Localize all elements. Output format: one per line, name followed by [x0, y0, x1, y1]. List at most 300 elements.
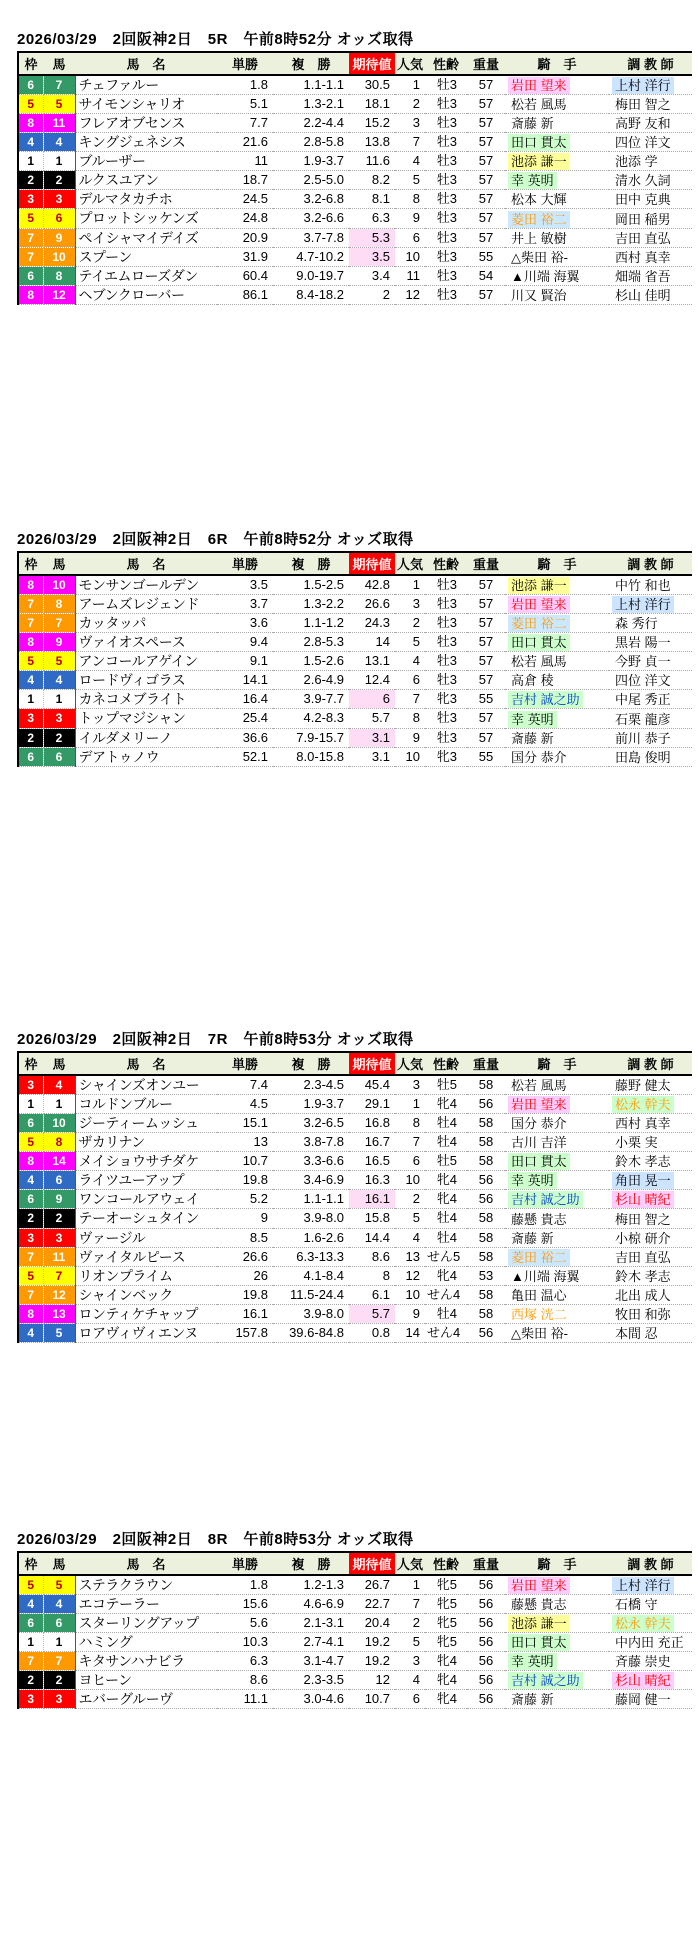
trainer-cell [609, 633, 692, 652]
trainer-cell [609, 1614, 692, 1633]
expected-value: 13.1 [349, 652, 395, 671]
table-row [18, 1614, 692, 1633]
win-odds: 10.7 [217, 1152, 273, 1171]
expected-value: 3.1 [349, 728, 395, 747]
popularity-rank: 4 [395, 1228, 425, 1247]
odds-table [17, 51, 692, 305]
jockey-name: 池添 謙一 [508, 577, 570, 594]
column-header-uma: 馬 [43, 552, 75, 575]
place-odds: 2.8-5.3 [273, 633, 349, 652]
win-odds: 1.8 [217, 1575, 273, 1595]
table-row [18, 633, 692, 652]
place-odds: 9.0-19.7 [273, 266, 349, 285]
horse-name: ペイシャマイデイズ [75, 228, 217, 247]
horse-number-cell: 7 [43, 75, 75, 95]
place-odds: 1.1-1.1 [273, 75, 349, 95]
frame-number-cell: 2 [18, 1671, 43, 1690]
win-odds: 21.6 [217, 133, 273, 152]
popularity-rank: 3 [395, 1652, 425, 1671]
trainer-name: 石橋 守 [615, 1597, 658, 1613]
jockey-name: ▲川端 海翼 [511, 268, 580, 284]
horse-name: イルダメリーノ [75, 728, 217, 747]
popularity-rank: 5 [395, 1209, 425, 1228]
table-row [18, 1323, 692, 1342]
place-odds: 1.5-2.5 [273, 575, 349, 595]
table-row [18, 1228, 692, 1247]
trainer-name: 松永 幹夫 [612, 1615, 674, 1632]
column-header-wt: 重量 [467, 52, 505, 75]
expected-value: 15.8 [349, 1209, 395, 1228]
horse-name: ヴァージル [75, 1228, 217, 1247]
expected-value: 18.1 [349, 95, 395, 114]
horse-number-cell: 11 [43, 1247, 75, 1266]
carried-weight: 56 [467, 1690, 505, 1709]
expected-value: 20.4 [349, 1614, 395, 1633]
jockey-cell [505, 75, 609, 95]
horse-number-cell: 3 [43, 1228, 75, 1247]
sex-age: 牡4 [425, 1114, 467, 1133]
trainer-name: 上村 洋行 [612, 1577, 674, 1594]
horse-number-cell: 2 [43, 1209, 75, 1228]
odds-table [17, 1051, 692, 1343]
place-odds: 3.4-6.9 [273, 1171, 349, 1190]
jockey-cell [505, 1152, 609, 1171]
trainer-name: 牧田 和弥 [615, 1306, 671, 1322]
place-odds: 3.1-4.7 [273, 1652, 349, 1671]
jockey-cell [505, 1114, 609, 1133]
horse-number-cell: 10 [43, 247, 75, 266]
horse-name: スプーン [75, 247, 217, 266]
trainer-name: 四位 洋文 [615, 135, 671, 151]
win-odds: 1.8 [217, 75, 273, 95]
column-header-place: 複 勝 [273, 1052, 349, 1075]
trainer-name: 藤岡 健一 [615, 1692, 671, 1708]
table-row [18, 95, 692, 114]
expected-value: 26.6 [349, 595, 395, 614]
sex-age: 牡3 [425, 95, 467, 114]
trainer-cell [609, 133, 692, 152]
table-row [18, 209, 692, 228]
trainer-name: 前川 恭子 [615, 730, 671, 746]
sex-age: 牡3 [425, 671, 467, 690]
sex-age: 牝5 [425, 1595, 467, 1614]
expected-value: 3.5 [349, 247, 395, 266]
sex-age: 牡3 [425, 575, 467, 595]
header-row [18, 52, 692, 75]
sex-age: 牡3 [425, 285, 467, 304]
frame-number-cell: 1 [18, 152, 43, 171]
column-header-ev: 期待値 [349, 1052, 395, 1075]
carried-weight: 57 [467, 652, 505, 671]
win-odds: 5.6 [217, 1614, 273, 1633]
popularity-rank: 7 [395, 1595, 425, 1614]
expected-value: 24.3 [349, 614, 395, 633]
column-header-ev: 期待値 [349, 552, 395, 575]
win-odds: 25.4 [217, 709, 273, 728]
race-odds-table-5r [17, 28, 693, 305]
trainer-name: 田島 俊明 [615, 749, 671, 765]
table-row [18, 266, 692, 285]
trainer-name: 上村 洋行 [612, 77, 674, 94]
popularity-rank: 5 [395, 633, 425, 652]
place-odds: 1.2-1.3 [273, 1575, 349, 1595]
popularity-rank: 1 [395, 1095, 425, 1114]
jockey-name: 岩田 望来 [508, 596, 570, 613]
horse-number-cell: 5 [43, 1323, 75, 1342]
jockey-cell [505, 1171, 609, 1190]
column-header-wt: 重量 [467, 552, 505, 575]
carried-weight: 56 [467, 1190, 505, 1209]
trainer-name: 黒岩 陽一 [615, 635, 671, 651]
place-odds: 8.0-15.8 [273, 747, 349, 766]
place-odds: 3.2-6.5 [273, 1114, 349, 1133]
popularity-rank: 12 [395, 1266, 425, 1285]
horse-name: シャインズオンユー [75, 1075, 217, 1095]
trainer-name: 清水 久詞 [615, 173, 671, 189]
trainer-name: 吉田 直弘 [615, 1249, 671, 1265]
horse-number-cell: 4 [43, 133, 75, 152]
jockey-cell [505, 1209, 609, 1228]
horse-number-cell: 12 [43, 1285, 75, 1304]
column-header-sex: 性齢 [425, 552, 467, 575]
column-header-waku: 枠 [18, 52, 43, 75]
frame-number-cell: 7 [18, 595, 43, 614]
jockey-name: ▲川端 海翼 [511, 1268, 580, 1284]
frame-number-cell: 8 [18, 633, 43, 652]
carried-weight: 57 [467, 133, 505, 152]
jockey-cell [505, 114, 609, 133]
jockey-cell [505, 595, 609, 614]
horse-number-cell: 1 [43, 152, 75, 171]
carried-weight: 57 [467, 95, 505, 114]
sex-age: 牝4 [425, 1690, 467, 1709]
popularity-rank: 6 [395, 228, 425, 247]
column-header-name: 馬 名 [75, 1052, 217, 1075]
horse-number-cell: 5 [43, 1575, 75, 1595]
horse-name: リオンプライム [75, 1266, 217, 1285]
expected-value: 13.8 [349, 133, 395, 152]
table-row [18, 1133, 692, 1152]
trainer-cell [609, 1114, 692, 1133]
horse-name: ヴァイタルピース [75, 1247, 217, 1266]
column-header-win: 単勝 [217, 552, 273, 575]
horse-number-cell: 6 [43, 209, 75, 228]
horse-name: エバーグルーヴ [75, 1690, 217, 1709]
trainer-name: 杉山 佳明 [615, 287, 671, 303]
trainer-cell [609, 614, 692, 633]
carried-weight: 57 [467, 595, 505, 614]
sex-age: 牡3 [425, 266, 467, 285]
trainer-name: 岡田 稲男 [615, 211, 671, 227]
horse-name: アームズレジェンド [75, 595, 217, 614]
sex-age: 牝4 [425, 1266, 467, 1285]
carried-weight: 58 [467, 1209, 505, 1228]
horse-name: プロットシッケンズ [75, 209, 217, 228]
popularity-rank: 6 [395, 1690, 425, 1709]
jockey-cell [505, 652, 609, 671]
sex-age: 牡3 [425, 652, 467, 671]
sex-age: 牡3 [425, 709, 467, 728]
trainer-cell [609, 747, 692, 766]
column-header-wt: 重量 [467, 1552, 505, 1575]
jockey-cell [505, 190, 609, 209]
trainer-cell [609, 1323, 692, 1342]
place-odds: 1.9-3.7 [273, 1095, 349, 1114]
popularity-rank: 4 [395, 652, 425, 671]
trainer-cell [609, 1095, 692, 1114]
jockey-cell [505, 1304, 609, 1323]
jockey-cell [505, 228, 609, 247]
horse-name: ヨヒーン [75, 1671, 217, 1690]
win-odds: 16.1 [217, 1304, 273, 1323]
expected-value: 42.8 [349, 575, 395, 595]
frame-number-cell: 2 [18, 728, 43, 747]
expected-value: 30.5 [349, 75, 395, 95]
place-odds: 2.7-4.1 [273, 1633, 349, 1652]
place-odds: 2.5-5.0 [273, 171, 349, 190]
jockey-name: 国分 恭介 [511, 749, 567, 765]
win-odds: 36.6 [217, 728, 273, 747]
place-odds: 1.3-2.2 [273, 595, 349, 614]
table-row [18, 575, 692, 595]
horse-number-cell: 6 [43, 1614, 75, 1633]
column-header-waku: 枠 [18, 1552, 43, 1575]
trainer-name: 角田 晃一 [612, 1172, 674, 1189]
horse-name: カッタッパ [75, 614, 217, 633]
jockey-name: 国分 恭介 [511, 1116, 567, 1132]
odds-table [17, 551, 692, 767]
horse-number-cell: 3 [43, 190, 75, 209]
jockey-name: 幸 英明 [508, 172, 557, 189]
trainer-cell [609, 152, 692, 171]
jockey-cell [505, 1075, 609, 1095]
table-row [18, 1247, 692, 1266]
trainer-name: 北出 成人 [615, 1287, 671, 1303]
table-row [18, 1190, 692, 1209]
win-odds: 11.1 [217, 1690, 273, 1709]
horse-number-cell: 1 [43, 690, 75, 709]
expected-value: 3.1 [349, 747, 395, 766]
carried-weight: 55 [467, 690, 505, 709]
horse-number-cell: 7 [43, 1652, 75, 1671]
frame-number-cell: 7 [18, 228, 43, 247]
win-odds: 19.8 [217, 1171, 273, 1190]
horse-number-cell: 1 [43, 1095, 75, 1114]
carried-weight: 57 [467, 728, 505, 747]
jockey-cell [505, 95, 609, 114]
table-row [18, 228, 692, 247]
horse-number-cell: 6 [43, 1171, 75, 1190]
win-odds: 3.5 [217, 575, 273, 595]
horse-name: デルマタカチホ [75, 190, 217, 209]
jockey-name: 幸 英明 [508, 711, 557, 728]
trainer-name: 藤野 健太 [615, 1078, 671, 1094]
table-body [18, 575, 692, 766]
trainer-name: 杉山 晴紀 [612, 1672, 674, 1689]
place-odds: 3.3-6.6 [273, 1152, 349, 1171]
horse-number-cell: 3 [43, 1690, 75, 1709]
popularity-rank: 10 [395, 1285, 425, 1304]
table-body [18, 75, 692, 304]
frame-number-cell: 3 [18, 1228, 43, 1247]
win-odds: 19.8 [217, 1285, 273, 1304]
trainer-cell [609, 1190, 692, 1209]
place-odds: 3.9-8.0 [273, 1209, 349, 1228]
table-row [18, 709, 692, 728]
sex-age: 牡3 [425, 247, 467, 266]
horse-name: コルドンブルー [75, 1095, 217, 1114]
jockey-name: 川又 賢治 [511, 287, 567, 303]
frame-number-cell: 6 [18, 1614, 43, 1633]
horse-number-cell: 7 [43, 614, 75, 633]
carried-weight: 57 [467, 285, 505, 304]
carried-weight: 57 [467, 671, 505, 690]
carried-weight: 58 [467, 1247, 505, 1266]
popularity-rank: 3 [395, 595, 425, 614]
popularity-rank: 8 [395, 1114, 425, 1133]
carried-weight: 56 [467, 1614, 505, 1633]
expected-value: 16.8 [349, 1114, 395, 1133]
trainer-name: 梅田 智之 [615, 1211, 671, 1227]
jockey-cell [505, 1285, 609, 1304]
frame-number-cell: 5 [18, 1575, 43, 1595]
frame-number-cell: 6 [18, 1190, 43, 1209]
horse-name: スターリングアップ [75, 1614, 217, 1633]
table-row [18, 1690, 692, 1709]
win-odds: 16.4 [217, 690, 273, 709]
trainer-name: 高野 友和 [615, 116, 671, 132]
sex-age: 牝5 [425, 1614, 467, 1633]
popularity-rank: 3 [395, 1075, 425, 1095]
popularity-rank: 5 [395, 171, 425, 190]
carried-weight: 57 [467, 614, 505, 633]
horse-number-cell: 14 [43, 1152, 75, 1171]
popularity-rank: 4 [395, 152, 425, 171]
trainer-name: 西村 真幸 [615, 1116, 671, 1132]
jockey-cell [505, 171, 609, 190]
jockey-name: 古川 吉洋 [511, 1135, 567, 1151]
trainer-cell [609, 1266, 692, 1285]
frame-number-cell: 4 [18, 1595, 43, 1614]
column-header-pop: 人気 [395, 52, 425, 75]
win-odds: 9.1 [217, 652, 273, 671]
trainer-cell [609, 1652, 692, 1671]
sex-age: 牝3 [425, 690, 467, 709]
popularity-rank: 5 [395, 1633, 425, 1652]
jockey-name: 池添 謙一 [508, 153, 570, 170]
jockey-name: 松若 風馬 [511, 1078, 567, 1094]
column-header-jockey: 騎 手 [505, 552, 609, 575]
table-row [18, 285, 692, 304]
win-odds: 15.1 [217, 1114, 273, 1133]
column-header-trainer: 調 教 師 [609, 552, 692, 575]
horse-number-cell: 7 [43, 1266, 75, 1285]
expected-value: 16.3 [349, 1171, 395, 1190]
horse-name: アンコールアゲイン [75, 652, 217, 671]
horse-number-cell: 13 [43, 1304, 75, 1323]
horse-number-cell: 8 [43, 1133, 75, 1152]
horse-name: ルクスユアン [75, 171, 217, 190]
column-header-trainer: 調 教 師 [609, 1552, 692, 1575]
horse-number-cell: 4 [43, 1595, 75, 1614]
place-odds: 3.7-7.8 [273, 228, 349, 247]
win-odds: 3.7 [217, 595, 273, 614]
table-row [18, 114, 692, 133]
jockey-cell [505, 1652, 609, 1671]
frame-number-cell: 4 [18, 671, 43, 690]
popularity-rank: 7 [395, 690, 425, 709]
jockey-name: 岩田 望来 [508, 1577, 570, 1594]
frame-number-cell: 5 [18, 209, 43, 228]
column-header-win: 単勝 [217, 1052, 273, 1075]
horse-number-cell: 3 [43, 709, 75, 728]
jockey-name: 菱田 裕二 [508, 615, 570, 632]
horse-name: テイエムローズダン [75, 266, 217, 285]
frame-number-cell: 3 [18, 1075, 43, 1095]
popularity-rank: 1 [395, 75, 425, 95]
carried-weight: 54 [467, 266, 505, 285]
expected-value: 5.7 [349, 1304, 395, 1323]
table-row [18, 595, 692, 614]
frame-number-cell: 8 [18, 285, 43, 304]
race-odds-table-7r [17, 1028, 693, 1343]
jockey-name: 井上 敏樹 [511, 230, 567, 246]
trainer-cell [609, 247, 692, 266]
trainer-cell [609, 266, 692, 285]
horse-number-cell: 10 [43, 575, 75, 595]
jockey-name: 岩田 望来 [508, 1096, 570, 1113]
jockey-cell [505, 1671, 609, 1690]
trainer-name: 松永 幹夫 [612, 1096, 674, 1113]
jockey-cell [505, 1190, 609, 1209]
carried-weight: 55 [467, 247, 505, 266]
jockey-name: 池添 謙一 [508, 1615, 570, 1632]
place-odds: 3.9-8.0 [273, 1304, 349, 1323]
popularity-rank: 4 [395, 1671, 425, 1690]
win-odds: 3.6 [217, 614, 273, 633]
popularity-rank: 9 [395, 728, 425, 747]
popularity-rank: 7 [395, 133, 425, 152]
horse-name: キングジェネシス [75, 133, 217, 152]
race-title: 2026/03/29 2回阪神2日 5R 午前8時52分 オッズ取得 [17, 31, 414, 48]
trainer-cell [609, 1152, 692, 1171]
carried-weight: 57 [467, 171, 505, 190]
jockey-cell [505, 285, 609, 304]
place-odds: 3.8-7.8 [273, 1133, 349, 1152]
table-row [18, 1171, 692, 1190]
trainer-cell [609, 652, 692, 671]
frame-number-cell: 7 [18, 614, 43, 633]
jockey-cell [505, 1595, 609, 1614]
trainer-cell [609, 728, 692, 747]
popularity-rank: 10 [395, 247, 425, 266]
jockey-name: 吉村 誠之助 [508, 691, 583, 708]
horse-number-cell: 8 [43, 266, 75, 285]
table-row [18, 671, 692, 690]
table-body [18, 1575, 692, 1709]
table-row [18, 133, 692, 152]
place-odds: 2.8-5.8 [273, 133, 349, 152]
frame-number-cell: 6 [18, 747, 43, 766]
win-odds: 60.4 [217, 266, 273, 285]
trainer-name: 中内田 充正 [615, 1635, 684, 1651]
horse-name: フレアオブセンス [75, 114, 217, 133]
sex-age: 牡3 [425, 75, 467, 95]
expected-value: 26.7 [349, 1575, 395, 1595]
expected-value: 22.7 [349, 1595, 395, 1614]
place-odds: 1.5-2.6 [273, 652, 349, 671]
expected-value: 45.4 [349, 1075, 395, 1095]
